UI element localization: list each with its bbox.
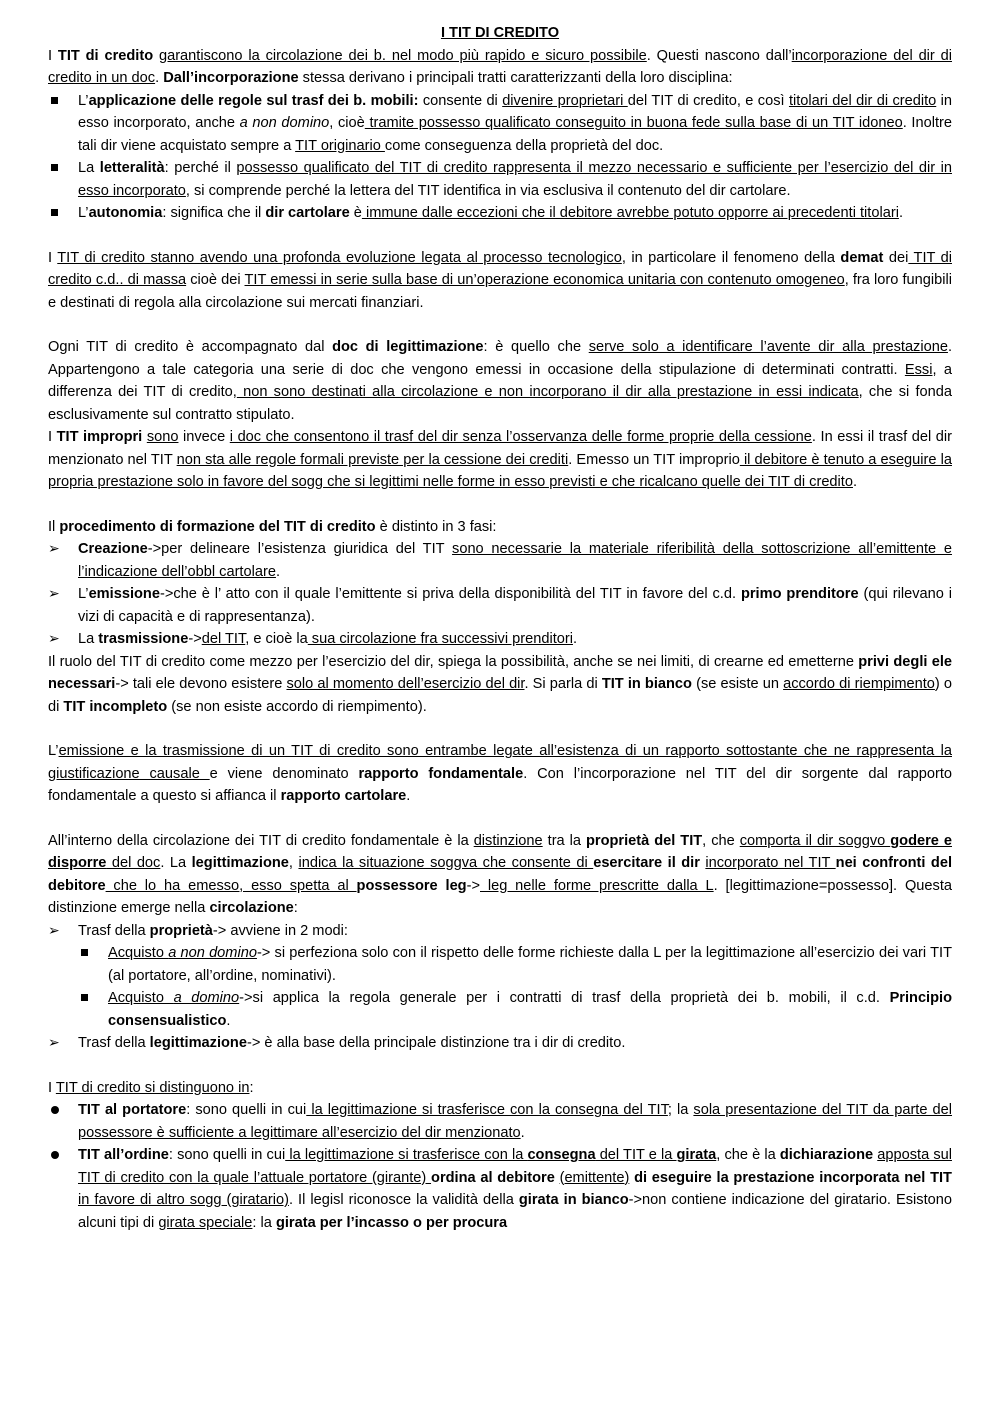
text-run: girata speciale — [158, 1214, 253, 1231]
procedure-intro — [48, 516, 952, 539]
text-run: proprietà del TIT — [585, 832, 703, 849]
text-run: . — [226, 1012, 231, 1029]
text-run: trasmissione — [98, 631, 189, 647]
text-run: invece — [178, 429, 230, 445]
text-run: TIT di credito — [57, 47, 154, 64]
text-run: . In essi il trasf del dir menzionato nel TIT — [48, 429, 952, 468]
text-run: I — [48, 429, 57, 445]
text-run: Creazione — [78, 541, 148, 557]
text-run: L’ — [78, 92, 89, 109]
text-run: TIT impropri — [56, 429, 143, 445]
list-item — [48, 628, 952, 651]
text-run: , si comprende perché la lettera del TIT identifica in via esclusiva il contenuto del dir cartolare. — [185, 182, 791, 199]
list-item — [108, 942, 952, 987]
text-run: Acquisto — [108, 990, 174, 1006]
list-item — [48, 90, 952, 158]
text-run: TIT di credito c.d.. di massa — [48, 249, 952, 288]
text-run: . [legittimazione=possesso]. Questa distinzione emerge nella — [48, 877, 953, 916]
list-item — [108, 987, 952, 1032]
text-run: , cioè — [329, 115, 365, 131]
text-run: rapporto fondamentale — [358, 765, 524, 782]
list-item — [48, 1032, 952, 1055]
text-run: esercitare il dir — [593, 855, 700, 871]
text-run: incorporato nel TIT — [705, 855, 836, 871]
text-run: ) o di — [48, 676, 953, 715]
list-item — [48, 1144, 952, 1234]
demat-paragraph — [48, 247, 952, 315]
text-run: legittimazione — [191, 855, 289, 871]
text-run: distinzione — [473, 832, 543, 849]
types-intro — [48, 1077, 952, 1100]
text-run: : perché il — [164, 160, 237, 176]
text-run: circolazione — [209, 900, 294, 916]
text-run: godere e disporre — [48, 832, 952, 871]
text-run: a non domino — [239, 115, 330, 131]
text-run: , fra loro fungibili e destinati di regola alla circolazione sui mercati finanziari. — [48, 272, 952, 311]
text-run: non sono destinati alla circolazione e non incorporano il dir alla prestazione in essi indicata — [236, 384, 859, 400]
text-run: la legittimazione si trasferisce con la consegna del TIT — [306, 1102, 668, 1118]
text-run: L’ — [78, 586, 89, 602]
text-run: -> avviene in 2 modi: — [212, 922, 348, 939]
improper-titles-paragraph — [48, 426, 952, 494]
text-run: , — [288, 855, 299, 871]
text-run: sono — [146, 429, 179, 445]
text-run: tramite possesso qualificato conseguito in buona fede sulla base di un TIT idoneo — [364, 115, 903, 131]
text-run: -> tali ele devono esistere — [115, 676, 287, 692]
text-run: proprietà — [149, 922, 213, 939]
text-run: : — [249, 1079, 254, 1096]
fundamental-relation-paragraph — [48, 740, 952, 808]
text-run: TIT in bianco — [601, 676, 692, 692]
text-run: immune dalle eccezioni che il debitore avrebbe potuto opporre ai precedenti titolari — [361, 205, 899, 221]
text-run: consente di — [418, 92, 503, 109]
phases-list — [48, 538, 952, 651]
text-run: emissione e la trasmissione di un TIT di credito sono entrambe legate all’esistenza di un rapporto sottostante che ne rappresenta la giustificazione causale — [48, 743, 952, 782]
text-run: : significa che il — [162, 205, 266, 221]
text-run: . Con l’incorporazione nel TIT del dir sorgente dal rapporto fondamentale a questo si affianca il — [48, 765, 953, 804]
text-run: dichiarazione — [779, 1147, 874, 1163]
text-run: . Emesso un TIT improprio — [568, 451, 740, 468]
list-item — [48, 942, 952, 1032]
text-run: è — [349, 205, 362, 221]
text-run: demat — [840, 249, 884, 266]
text-run: consegna — [527, 1147, 596, 1163]
text-run: doc di legittimazione — [332, 339, 484, 355]
text-run: Il ruolo del TIT di credito come mezzo per l’esercizio del dir, spiega la possibilità, anche se nei limiti, di crearne ed emetterne — [48, 653, 859, 670]
text-run: Principio consensualistico — [108, 990, 952, 1029]
text-run: titolari del dir di credito — [788, 92, 937, 109]
text-run: , in particolare il fenomeno della — [621, 249, 841, 266]
text-run: solo al momento dell’esercizio del dir — [286, 676, 525, 692]
text-run: non sta alle regole formali previste per la cessione dei crediti — [176, 451, 569, 468]
text-run: indica la situazione soggva che consente di — [298, 855, 594, 871]
text-run: leg nelle forme prescritte dalla L — [480, 877, 714, 894]
text-run: . — [898, 205, 903, 221]
text-run: è distinto in 3 fasi: — [375, 518, 497, 535]
text-run: comporta il dir soggvo — [739, 832, 891, 849]
text-run: dir cartolare — [265, 205, 350, 221]
text-run: stessa derivano i principali tratti caratterizzanti della loro disciplina: — [298, 70, 733, 86]
text-run: del TIT di credito, e così — [627, 92, 789, 109]
text-run: sua circolazione fra successivi prenditori — [307, 631, 573, 647]
text-run: ->che è l’ atto con il quale l’emittente si priva della disponibilità del TIT in favore del c.d. — [159, 586, 741, 602]
text-run: . — [852, 474, 858, 490]
text-run: incorporazione del dir di credito in un doc — [48, 47, 952, 86]
text-run: . Il legisl riconosce la validità della — [288, 1192, 519, 1208]
text-run: procedimento di formazione del TIT di credito — [59, 518, 376, 535]
text-run: TIT all’ordine — [78, 1147, 169, 1163]
text-run: La — [78, 160, 100, 176]
text-run: (se esiste un — [691, 676, 784, 692]
text-run: come conseguenza della proprietà del doc. — [384, 137, 664, 154]
circulation-list — [48, 920, 952, 1055]
text-run: . Si parla di — [524, 676, 602, 692]
text-run: TIT emessi in serie sulla base di un’operazione economica unitaria con contenuto omogeneo — [244, 272, 845, 288]
text-run: cioè dei — [186, 272, 245, 288]
text-run: I — [48, 1079, 56, 1096]
text-run: Acquisto — [108, 945, 169, 961]
text-run: : sono quelli in cui — [168, 1147, 286, 1163]
legitimation-doc-paragraph — [48, 336, 952, 426]
text-run: L’ — [48, 743, 59, 759]
text-run: legittimazione — [149, 1035, 247, 1051]
text-run: ->per delineare l’esistenza giuridica del TIT — [147, 541, 453, 557]
text-run: I — [48, 47, 58, 64]
text-run: -> si perfeziona solo con il rispetto delle forme richieste dalla L per la legittimazione all’esercizio dei vari TIT (al portatore, all’ordine, nominativi). — [108, 945, 952, 984]
principles-list — [48, 90, 952, 225]
text-run: nei confronti del debitore — [48, 855, 953, 894]
text-run: L’ — [78, 205, 89, 221]
text-run: il debitore è tenuto a eseguire la propria prestazione solo in favore del sogg che si legittimi nelle forme in esso previsti e che ricalcano quelle dei TIT di credito — [48, 451, 952, 490]
text-run: , a differenza dei TIT di credito, — [48, 361, 952, 400]
page-title: I TIT DI CREDITO — [440, 25, 560, 41]
text-run: . — [520, 1124, 525, 1141]
text-run: (se non esiste accordo di riempimento). — [167, 698, 427, 715]
text-run: . — [275, 563, 281, 580]
text-run: Essi — [904, 361, 933, 378]
text-run: del TIT e la — [595, 1147, 677, 1163]
list-item — [48, 920, 952, 943]
property-modes-list — [48, 942, 952, 1032]
text-run: ; la — [667, 1102, 694, 1118]
text-run: ->non contiene indicazione del giratario. Esistono alcuni tipi di — [78, 1192, 952, 1231]
text-run: girata in bianco — [518, 1192, 629, 1208]
text-run: TIT di credito stanno avendo una profonda evoluzione legata al processo tecnologico — [57, 249, 622, 266]
types-list — [48, 1099, 952, 1234]
text-run: , che è la — [716, 1147, 780, 1163]
text-run: . Questi nascono dall’ — [646, 47, 792, 64]
text-run: primo prenditore — [740, 586, 859, 602]
text-run: dei — [883, 249, 909, 266]
text-run: applicazione delle regole sul trasf dei b. mobili: — [88, 92, 419, 109]
text-run: a non domino — [168, 945, 257, 961]
text-run: serve solo a identificare l’avente dir alla prestazione — [588, 339, 948, 355]
text-run: tra la — [542, 832, 586, 849]
text-run: di eseguire la prestazione incorporata nel TIT — [634, 1169, 952, 1186]
text-run: che lo ha emesso, esso spetta al — [105, 877, 357, 894]
text-run: La — [78, 631, 99, 647]
text-run: . Appartengono a tale categoria una serie di doc che vengono emessi in occasione della stipulazione di determinati contratti. — [48, 339, 953, 378]
text-run: divenire proprietari — [502, 92, 628, 109]
list-item — [48, 583, 952, 628]
text-run: i doc che consentono il trasf del dir senza l’osservanza delle forme proprie della cessione — [229, 429, 812, 445]
text-run: Trasf della — [78, 1035, 150, 1051]
intro-paragraph — [48, 45, 952, 90]
text-run: Trasf della — [78, 922, 150, 939]
text-run: (qui rilevano i vizi di capacità e di rappresentanza). — [78, 586, 952, 625]
text-run: Dall’incorporazione — [163, 70, 299, 86]
text-run: Il — [48, 518, 60, 535]
text-run: emissione — [88, 586, 160, 602]
list-item — [48, 202, 952, 225]
text-run: possesso qualificato del TIT di credito rappresenta il mezzo necessario e sufficiente per l’esercizio del dir in esso incorporato — [78, 160, 952, 199]
text-run: del doc — [106, 855, 161, 871]
text-run: , che — [702, 832, 740, 849]
text-run: -> — [466, 877, 480, 894]
text-run: TIT di credito si distinguono in — [55, 1079, 250, 1096]
text-run: la legittimazione si trasferisce con la — [285, 1147, 528, 1163]
text-run: ordina al debitore — [431, 1169, 555, 1186]
text-run: autonomia — [88, 205, 163, 221]
text-run: in favore di altro sogg (giratario) — [78, 1192, 289, 1208]
text-run: girata per l’incasso o per procura — [275, 1214, 508, 1231]
text-run: TIT incompleto — [63, 698, 168, 715]
list-item — [48, 157, 952, 202]
list-item — [48, 1099, 952, 1144]
text-run: , e cioè la — [245, 631, 308, 647]
text-run: apposta sul TIT di credito con la quale l’attuale portatore (girante) — [78, 1147, 952, 1186]
text-run: : è quello che — [483, 339, 589, 355]
text-run: accordo di riempimento — [783, 676, 935, 692]
text-run: rapporto cartolare — [280, 788, 407, 804]
circulation-paragraph — [48, 830, 952, 920]
text-run: privi degli ele necessari — [48, 653, 952, 692]
text-run: del TIT — [201, 631, 246, 647]
text-run: e viene denominato — [209, 765, 359, 782]
text-run: I — [48, 249, 58, 266]
text-run: ->si applica la regola generale per i contratti di trasf della proprietà dei b. mobili, il c.d. — [239, 990, 890, 1006]
text-run: . Inoltre tali dir viene acquistato sempre a — [78, 115, 952, 154]
text-run: -> è alla base della principale distinzione tra i dir di credito. — [246, 1035, 626, 1051]
text-run: . — [155, 70, 164, 86]
text-run: in esso incorporato, anche — [78, 92, 952, 131]
text-run: Ogni TIT di credito è accompagnato dal — [48, 339, 333, 355]
blank-title-paragraph — [48, 651, 952, 719]
text-run: . — [572, 631, 578, 647]
text-run: , che si fonda esclusivamente sul contratto stipulato. — [48, 384, 952, 423]
text-run: sono necessarie la materiale riferibilità della sottoscrizione all’emittente e l’indicazione dell’obbl cartolare — [78, 541, 952, 580]
text-run: possessore leg — [356, 877, 467, 894]
text-run: letteralità — [99, 160, 165, 176]
text-run: garantiscono la circolazione dei b. nel modo più rapido e sicuro possibile — [158, 47, 647, 64]
text-run: (emittente) — [559, 1169, 630, 1186]
text-run: . — [406, 788, 411, 804]
text-run: girata — [676, 1147, 717, 1163]
text-run: TIT originario — [295, 137, 385, 154]
list-item — [48, 538, 952, 583]
text-run: : — [293, 900, 298, 916]
text-run: : la — [252, 1214, 276, 1231]
text-run: sola presentazione del TIT da parte del possessore è sufficiente a legittimare all’esercizio del dir menzionato — [78, 1102, 953, 1141]
text-run: . La — [160, 855, 192, 871]
text-run: -> — [188, 631, 202, 647]
text-run: : sono quelli in cui — [186, 1102, 307, 1118]
text-run: TIT al portatore — [78, 1102, 187, 1118]
text-run: a domino — [173, 990, 240, 1006]
text-run: All’interno della circolazione dei TIT di credito fondamentale è la — [48, 832, 474, 849]
